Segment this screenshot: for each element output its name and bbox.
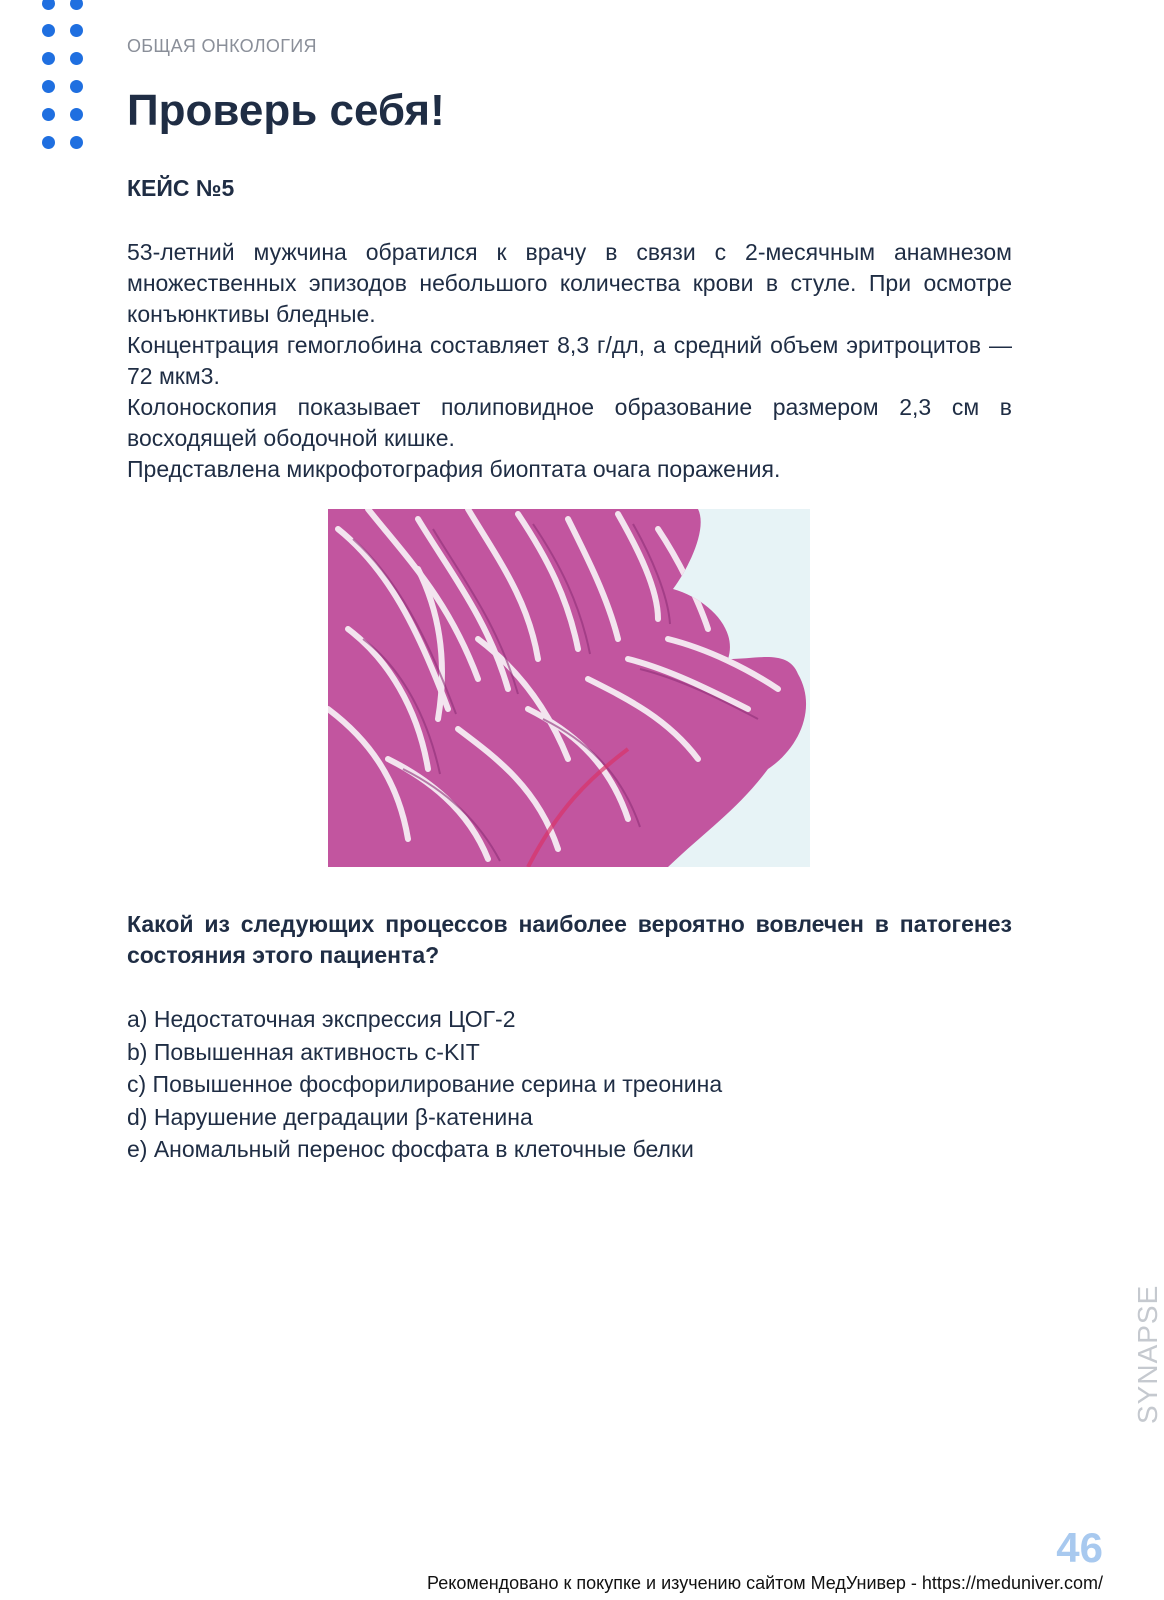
case-paragraph: Концентрация гемоглобина составляет 8,3 г/дл, а средний объем эритроцитов — 72 мкм3. — [127, 332, 1012, 389]
dot-icon — [42, 0, 55, 10]
case-paragraph: Представлена микрофотография биоптата очага поражения. — [127, 456, 781, 482]
brand-vertical-label: SYNAPSE — [1132, 1284, 1163, 1424]
case-paragraph: Колоноскопия показывает полиповидное образование размером 2,3 см в восходящей ободочной кишке. — [127, 394, 1012, 451]
answer-option-d[interactable]: d) Нарушение деградации β-катенина — [127, 1103, 533, 1130]
biopsy-micrograph — [328, 509, 810, 867]
dot-icon — [42, 136, 55, 149]
page-title: Проверь себя! — [127, 86, 445, 135]
answer-list — [127, 1003, 722, 1166]
page-number: 46 — [1056, 1524, 1103, 1571]
dot-icon — [70, 52, 83, 65]
dot-icon — [42, 52, 55, 65]
decorative-dot-pattern — [40, 0, 90, 160]
dot-icon — [70, 0, 83, 10]
answer-option-b[interactable]: b) Повышенная активность c-KIT — [127, 1038, 480, 1065]
answer-option-c[interactable]: c) Повышенное фосфорилирование серина и треонина — [127, 1071, 723, 1097]
dot-icon — [42, 108, 55, 121]
section-label: ОБЩАЯ ОНКОЛОГИЯ — [127, 36, 317, 56]
footer-note: Рекомендовано к покупке и изучению сайтом МедУнивер - https://meduniver.com/ — [427, 1573, 1103, 1593]
dot-icon — [42, 80, 55, 93]
case-paragraph: 53-летний мужчина обратился к врачу в связи с 2-месячным анамнезом множественных эпизодов небольшого количества крови в стуле. При осмотре конъюнктивы бледные. — [127, 239, 1012, 327]
answer-option-a[interactable]: a) Недостаточная экспрессия ЦОГ-2 — [127, 1006, 516, 1032]
dot-icon — [70, 108, 83, 121]
case-title: КЕЙС №5 — [127, 175, 235, 201]
dot-icon — [70, 136, 83, 149]
dot-icon — [42, 24, 55, 37]
micrograph-icon — [328, 509, 810, 867]
dot-icon — [70, 24, 83, 37]
dot-icon — [70, 80, 83, 93]
case-description — [127, 237, 1012, 485]
question-text: Какой из следующих процессов наиболее вероятно вовлечен в патогенез состояния этого пациента? — [127, 911, 1012, 968]
answer-option-e[interactable]: e) Аномальный перенос фосфата в клеточные белки — [127, 1136, 694, 1162]
